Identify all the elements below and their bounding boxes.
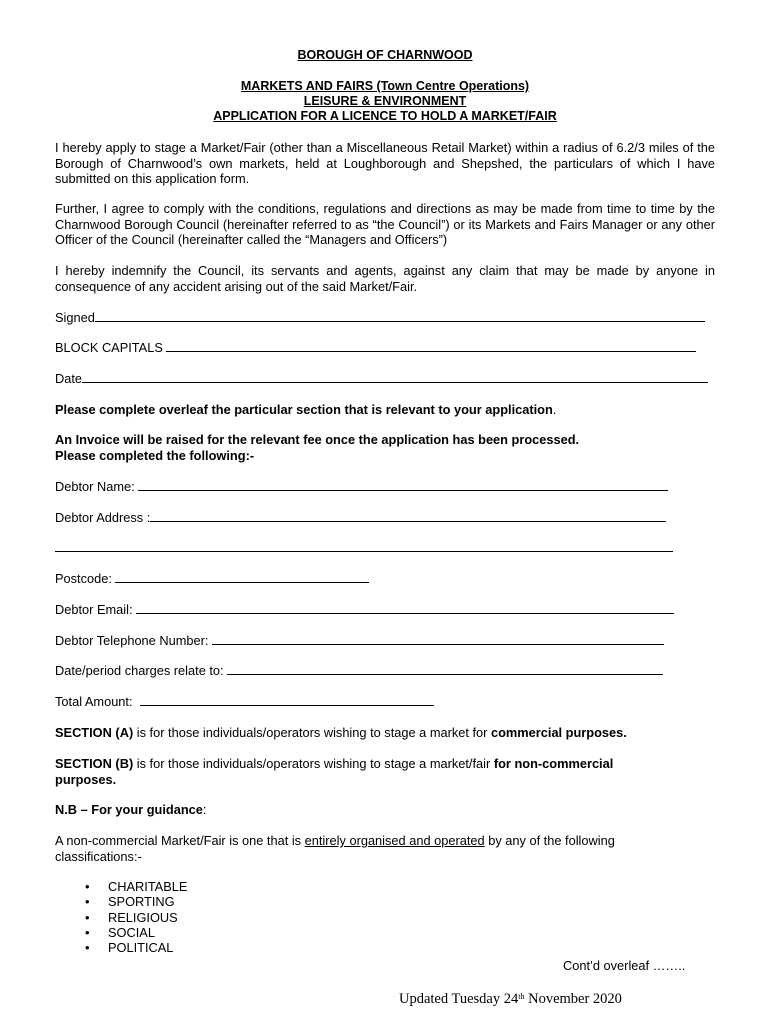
signed-row xyxy=(55,310,705,325)
debtor-email-field[interactable] xyxy=(136,602,674,614)
debtor-email-label: Debtor Email: xyxy=(55,602,133,617)
debtor-address-row xyxy=(55,510,666,525)
total-amount-label: Total Amount: xyxy=(55,694,133,709)
block-capitals-label: BLOCK CAPITALS xyxy=(55,340,163,355)
guidance-heading-colon: : xyxy=(202,802,207,817)
debtor-email-row xyxy=(55,602,674,617)
guidance-intro-end: by any of the following xyxy=(484,833,615,848)
overleaf-instruction xyxy=(55,402,556,417)
footer-date-ordinal: th xyxy=(518,992,525,1001)
department-heading: MARKETS AND FAIRS (Town Centre Operations) xyxy=(240,79,530,93)
section-a-description xyxy=(55,725,627,740)
footer-date-prefix: Updated Tuesday 24 xyxy=(399,991,519,1007)
postcode-row xyxy=(55,571,369,586)
debtor-telephone-label: Debtor Telephone Number: xyxy=(55,633,209,648)
classification-item: • SPORTING xyxy=(80,894,187,909)
date-label: Date xyxy=(55,371,83,386)
debtor-telephone-row xyxy=(55,633,664,648)
classification-item: • SOCIAL xyxy=(80,925,187,940)
section-b-emphasis-line2: purposes. xyxy=(55,772,117,787)
debtor-address-line2-row xyxy=(55,540,673,555)
section-a-label: SECTION (A) xyxy=(55,725,134,740)
guidance-heading-text: N.B – For your guidance xyxy=(55,802,203,817)
block-capitals-row xyxy=(55,340,696,355)
guidance-heading xyxy=(55,802,206,817)
footer-date-suffix: November 2020 xyxy=(524,991,622,1007)
guidance-intro-underlined: entirely organised and operated xyxy=(304,833,485,848)
classification-item: • CHARITABLE xyxy=(80,879,187,894)
date-row xyxy=(55,371,708,386)
debtor-name-row xyxy=(55,479,668,494)
section-b-emphasis: for non-commercial xyxy=(493,756,614,771)
total-amount-row xyxy=(55,694,434,709)
postcode-label: Postcode: xyxy=(55,571,112,586)
date-field[interactable] xyxy=(82,371,708,383)
signed-label: Signed xyxy=(55,310,95,325)
application-statement: I hereby apply to stage a Market/Fair (other than a Miscellaneous Retail Market) within a radius of 6.2/3 miles of the Borough of Charnwood’s own markets, held at Loughborough and Shepshed, the particulars of which I have submitted on this application form. xyxy=(55,140,715,186)
section-a-text: is for those individuals/operators wishing to stage a market for xyxy=(133,725,491,740)
section-b-text: is for those individuals/operators wishing to stage a market/fair xyxy=(133,756,494,771)
invoice-notice: An Invoice will be raised for the relevant fee once the application has been processed. xyxy=(55,432,580,447)
block-capitals-field[interactable] xyxy=(166,340,696,352)
debtor-address-line2-field[interactable] xyxy=(55,540,673,552)
borough-heading: BOROUGH OF CHARNWOOD xyxy=(297,48,473,62)
charge-period-row xyxy=(55,663,663,678)
division-heading: LEISURE & ENVIRONMENT xyxy=(303,94,467,108)
charge-period-field[interactable] xyxy=(227,663,663,675)
classification-item: • RELIGIOUS xyxy=(80,910,187,925)
classification-list xyxy=(80,879,187,955)
signed-field[interactable] xyxy=(95,310,705,322)
debtor-address-field[interactable] xyxy=(150,510,666,522)
total-amount-field[interactable] xyxy=(140,694,434,706)
section-b-label: SECTION (B) xyxy=(55,756,134,771)
section-a-emphasis: commercial purposes. xyxy=(490,725,627,740)
updated-date-footer xyxy=(399,991,622,1008)
section-b-description xyxy=(55,756,613,771)
debtor-telephone-field[interactable] xyxy=(212,633,664,645)
complete-following: Please completed the following:- xyxy=(55,448,255,463)
guidance-intro xyxy=(55,833,615,848)
debtor-name-label: Debtor Name: xyxy=(55,479,135,494)
form-title: APPLICATION FOR A LICENCE TO HOLD A MARKET/FAIR xyxy=(213,109,557,123)
overleaf-instruction-period: . xyxy=(552,402,557,417)
debtor-address-label: Debtor Address : xyxy=(55,510,151,525)
postcode-field[interactable] xyxy=(115,571,369,583)
continued-overleaf: Cont’d overleaf …….. xyxy=(563,958,686,973)
debtor-name-field[interactable] xyxy=(138,479,668,491)
guidance-intro-line2: classifications:- xyxy=(55,849,142,864)
classification-item: • POLITICAL xyxy=(80,940,187,955)
charge-period-label: Date/period charges relate to: xyxy=(55,663,224,678)
compliance-statement: Further, I agree to comply with the conditions, regulations and directions as may be made from time to time by the Charnwood Borough Council (hereinafter referred to as “the Council”) or its Markets and Fairs Manager or any other Officer of the Council (hereinafter called the “Managers and Officers”) xyxy=(55,201,715,247)
overleaf-instruction-text: Please complete overleaf the particular section that is relevant to your application xyxy=(55,402,553,417)
guidance-intro-start: A non-commercial Market/Fair is one that is xyxy=(55,833,305,848)
indemnity-statement: I hereby indemnify the Council, its servants and agents, against any claim that may be made by anyone in consequence of any accident arising out of the said Market/Fair. xyxy=(55,263,715,294)
